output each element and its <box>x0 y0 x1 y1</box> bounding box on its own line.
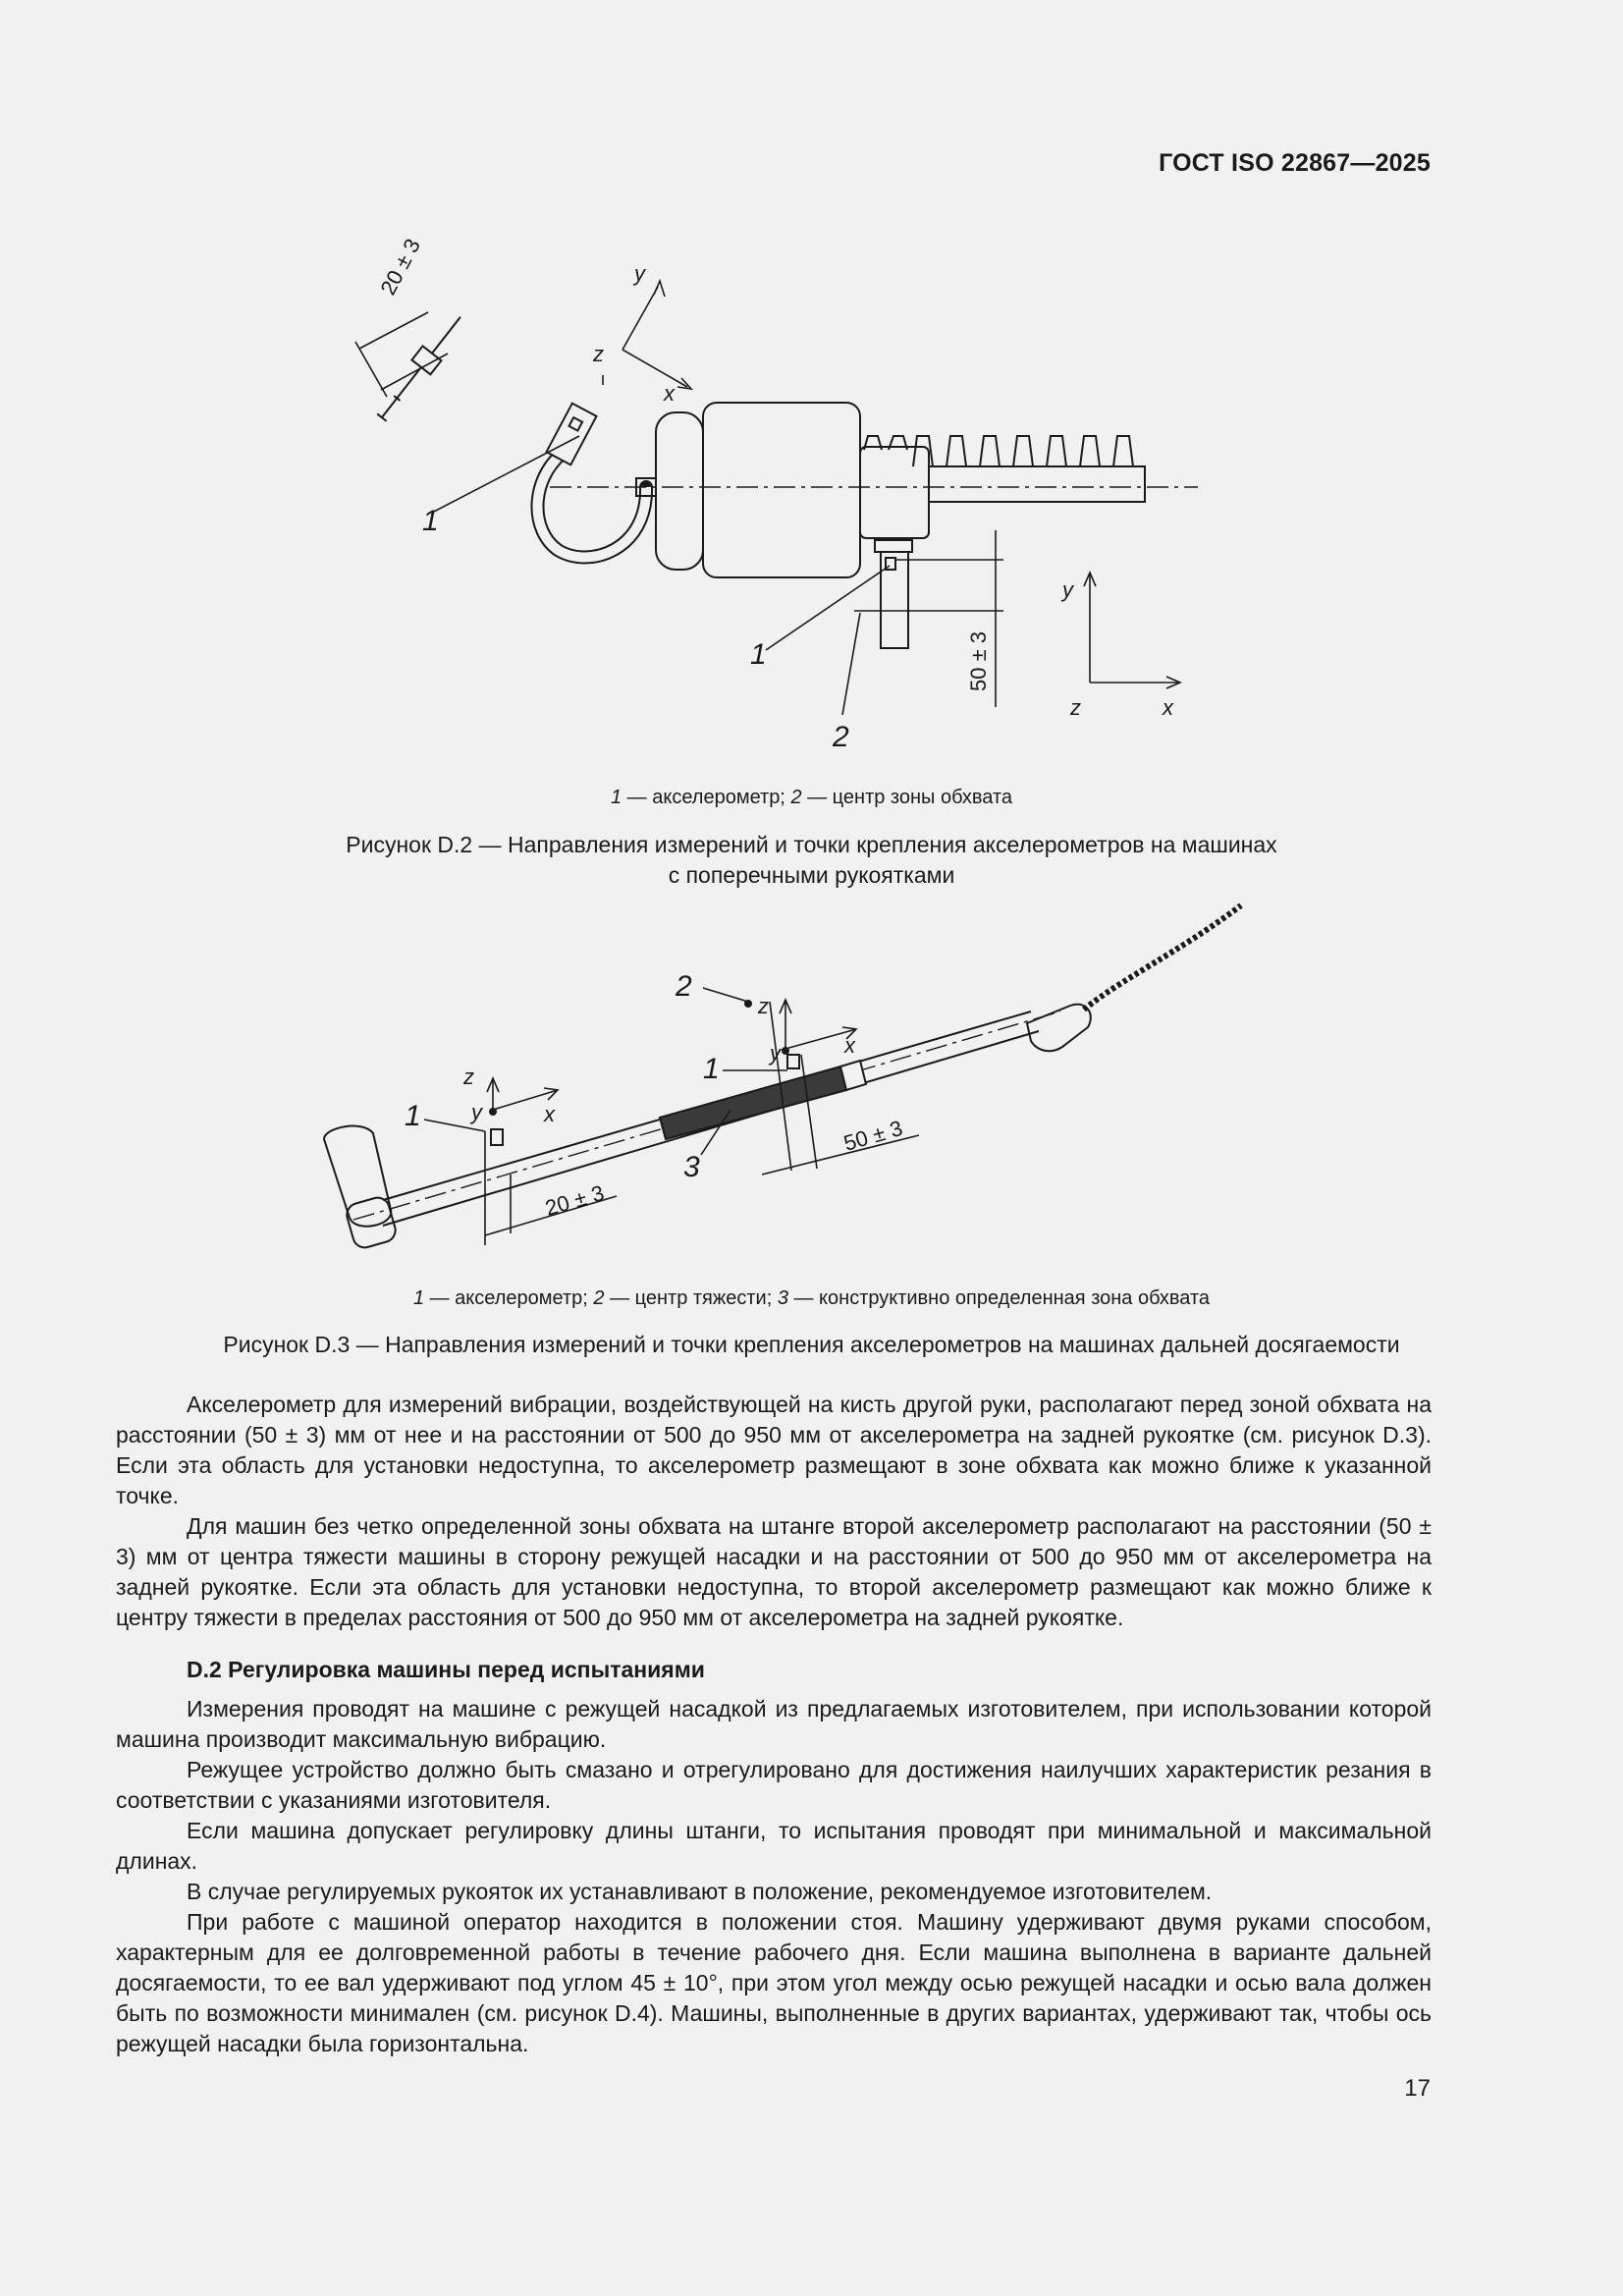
figure-d3-caption: Рисунок D.3 — Направления измерений и точки крепления акселерометров на машинах дальней досягаемости <box>223 1332 1400 1357</box>
d3-axis-y-front: y <box>770 1041 781 1066</box>
d3-callout-3: 3 <box>683 1151 700 1183</box>
grip-zone <box>660 1066 846 1139</box>
d2-axis-z-tilted: z <box>593 342 604 366</box>
legend-num-1: 1 <box>610 787 622 808</box>
d2-callout-1-left: 1 <box>422 505 439 537</box>
d3-axis-z-rear: z <box>463 1065 474 1089</box>
legend-num-1: 1 <box>412 1287 425 1309</box>
d3-callout-2: 2 <box>676 970 692 1003</box>
d3-axis-x-rear: x <box>544 1102 555 1126</box>
axis-x-d2-tilted <box>622 350 687 387</box>
d3-dim-20: 20 ± 3 <box>542 1179 608 1221</box>
front-accelerometer <box>787 1055 799 1068</box>
d3-leader-2 <box>703 988 748 1002</box>
d3-callout-1-rear: 1 <box>405 1100 421 1132</box>
document-id: ГОСТ ISO 22867—2025 <box>1159 149 1431 177</box>
section-heading: D.2 Регулировка машины перед испытаниями <box>187 1657 705 1682</box>
paragraph: Измерения проводят на машине с режущей насадкой из предлагаемых изготовителем, при использовании которой машина производит максимальную вибрацию. <box>116 1696 1432 1752</box>
paragraph: Для машин без четко определенной зоны обхвата на штанге второй акселерометр располагают на расстоянии (50 ± 3) мм от центра тяжести машины в сторону режущей насадки и на расстоянии от 500 до 950 мм от акселерометра на задней рукоятке. Если эта область для установки недоступна, то второй акселерометр размещают как можно ближе к центру тяжести в пределах расстояния от 500 до 950 мм от акселерометра на задней рукоятке. <box>116 1513 1432 1630</box>
paragraph: Режущее устройство должно быть смазано и отрегулировано для достижения наилучших характеристик резания в соответствии с указаниями изготовителя. <box>116 1757 1432 1813</box>
d2-callout-1-right: 1 <box>750 638 767 671</box>
d3-axis-x-front: x <box>844 1033 855 1058</box>
motor-body <box>703 403 860 577</box>
d2-callout-2: 2 <box>833 721 849 753</box>
legend-text-2: — центр зоны обхвата <box>801 787 1013 808</box>
front-dim-line-2 <box>801 1055 817 1169</box>
legend-text-3: — конструктивно определенная зона обхвата <box>787 1287 1211 1309</box>
body-section-2 <box>116 1694 1432 2059</box>
inset-dim-tick <box>355 342 387 397</box>
d2-dim-50: 50 ± 3 <box>966 630 991 691</box>
d2-axis-z: z <box>1070 695 1081 720</box>
axis-y-d2-tilted <box>622 287 658 350</box>
d3-axis-z-front: z <box>758 994 769 1018</box>
handle-accelerometer <box>546 404 596 465</box>
legend-num-3: 3 <box>777 1287 788 1309</box>
hedge-teeth <box>864 436 1133 466</box>
paragraph: Акселерометр для измерений вибрации, воздействующей на кисть другой руки, располагают перед зоной обхвата на расстоянии (50 ± 3) мм от нее и на расстоянии от 500 до 950 мм от акселерометра на задней рукоятке (см. рисунок D.3). Если эта область для установки недоступна, то акселерометр размещают в зоне обхвата как можно ближе к указанной точке. <box>116 1392 1432 1508</box>
figure-d2-caption-line1: Рисунок D.2 — Направления измерений и точки крепления акселерометров на машинах <box>346 832 1277 857</box>
figure-d3-legend <box>0 1287 1623 1310</box>
front-mount <box>840 1061 866 1090</box>
inset-dim-line-1 <box>359 312 428 349</box>
gearbox <box>860 447 929 538</box>
d2-axis-x: x <box>1163 695 1173 720</box>
legend-text-1: — акселерометр; <box>622 787 791 808</box>
rear-accelerometer <box>491 1129 503 1145</box>
d2-axis-x-tilted: x <box>664 381 675 406</box>
cutting-head <box>1027 1005 1091 1052</box>
d3-axis-y-rear: y <box>471 1100 482 1124</box>
paragraph: Если машина допускает регулировку длины штанги, то испытания проводят при минимальной и максимальной длинах. <box>116 1818 1432 1874</box>
leader-1-left <box>432 436 579 513</box>
d2-dim-20: 20 ± 3 <box>375 234 426 300</box>
paragraph: В случае регулируемых рукояток их устанавливают в положение, рекомендуемое изготовителем. <box>187 1879 1213 1904</box>
legend-text-2: — центр тяжести; <box>604 1287 778 1309</box>
figure-d2-drawing <box>0 0 1623 776</box>
paragraph: При работе с машиной оператор находится в положении стоя. Машину удерживают двумя руками способом, характерным для ее долговременной работы в течение рабочего дня. Если машина выполнена в варианте дальней досягаемости, то ее вал удерживают под углом 45 ± 10°, при этом угол между осью режущей насадки и осью вала должен быть по возможности минимален (см. рисунок D.4). Машины, выполненные в других вариантах, удерживают так, чтобы ось режущей насадки была горизонтальна. <box>116 1909 1432 2056</box>
legend-num-2: 2 <box>790 787 802 808</box>
blade-bar <box>929 466 1145 502</box>
legend-num-2: 2 <box>593 1287 605 1309</box>
d3-dim-50: 50 ± 3 <box>840 1115 906 1156</box>
d3-callout-1-front: 1 <box>703 1053 720 1085</box>
figure-d2-caption <box>0 830 1623 891</box>
legend-text-1: — акселерометр; <box>424 1287 594 1309</box>
d2-axis-y-tilted: y <box>634 261 645 286</box>
body-section-1 <box>116 1390 1432 1633</box>
page-number: 17 <box>1404 2075 1431 2102</box>
d2-axis-y: y <box>1062 577 1073 602</box>
figure-d3-drawing <box>0 884 1623 1277</box>
cutting-line <box>1084 905 1241 1010</box>
figure-d2-legend <box>0 787 1623 809</box>
figure-d2-caption-line2: с поперечными рукоятками <box>668 862 955 888</box>
leader-2 <box>842 613 860 715</box>
motor-housing <box>656 412 703 570</box>
